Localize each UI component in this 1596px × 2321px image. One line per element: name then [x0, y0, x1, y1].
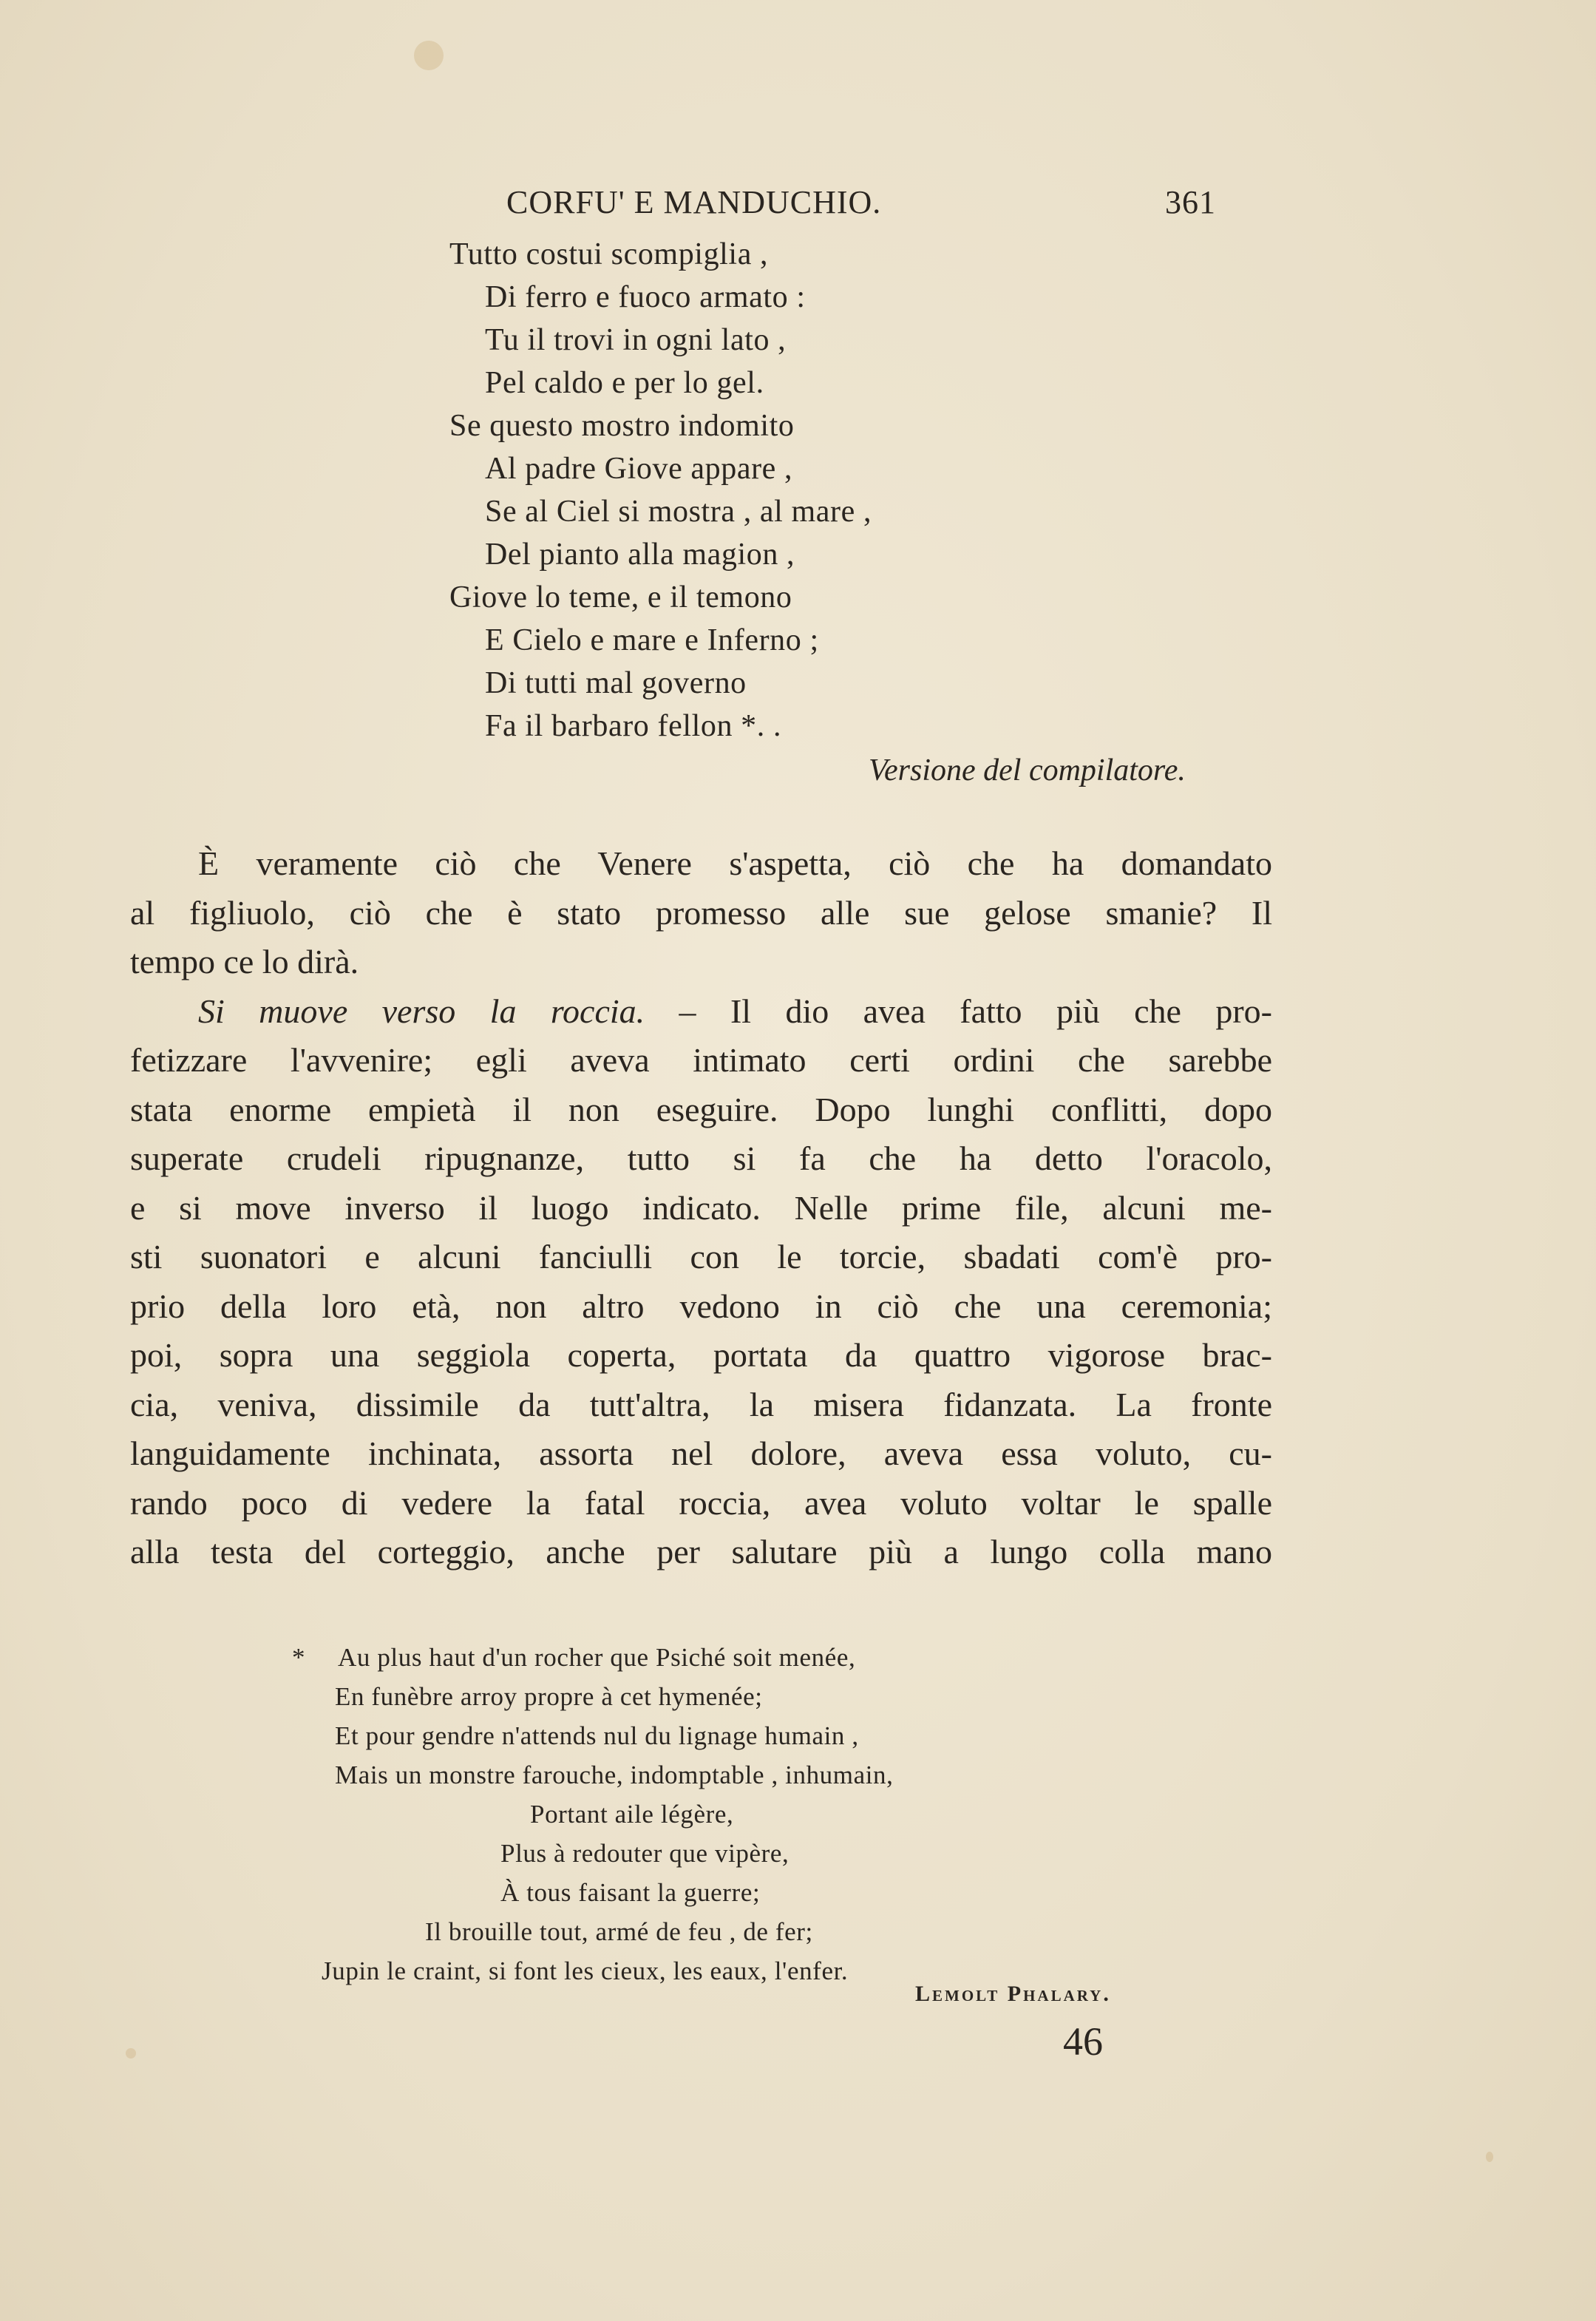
verse-line: Tu il trovi in ogni lato , [485, 323, 787, 357]
verse-line: Se questo mostro indomito [449, 409, 795, 443]
footnote-line: Plus à redouter que vipère, [500, 1839, 789, 1868]
lemma-continuation: – Il dio avea fatto più che pro- [645, 992, 1272, 1030]
prose-line: languidamente inchinata, assorta nel dolore, aveva essa voluto, cu- [130, 1434, 1272, 1472]
prose-line: prio della loro età, non altro vedono in ciò che una ceremonia; [130, 1287, 1272, 1325]
footnote-line: À tous faisant la guerre; [500, 1878, 761, 1907]
prose-line: al figliuolo, ciò che è stato promesso alle sue gelose smanie? Il [130, 893, 1272, 932]
paper-stain [126, 2048, 136, 2059]
paper-stain [1486, 2152, 1493, 2162]
verse-line: Al padre Giove appare , [485, 452, 793, 486]
verse-line: Tutto costui scompiglia , [449, 237, 769, 271]
footnote-line: Il brouille tout, armé de feu , de fer; [425, 1917, 813, 1946]
footnote-attribution: Lemolt Phalary. [915, 1982, 1111, 2006]
prose-line: fetizzare l'avvenire; egli aveva intimato certi ordini che sarebbe [130, 1041, 1272, 1079]
footnote-line [292, 1638, 894, 1677]
verse-line: Giove lo teme, e il temono [449, 580, 792, 614]
prose-line: È veramente ciò che Venere s'aspetta, ciò che ha domandato [198, 844, 1272, 882]
prose-line: e si move inverso il luogo indicato. Nelle prime file, alcuni me- [130, 1188, 1272, 1227]
prose-line: tempo ce lo dirà. [130, 943, 359, 980]
verse-block [449, 233, 872, 748]
footnote-text: Au plus haut d'un rocher que Psiché soit menée, [338, 1643, 856, 1672]
footnote-block [292, 1638, 894, 1990]
prose-line: sti suonatori e alcuni fanciulli con le torcie, sbadati com'è pro- [130, 1238, 1272, 1275]
verse-line: Se al Ciel si mostra , al mare , [485, 495, 872, 529]
page-number: 361 [1165, 184, 1216, 220]
prose-line: superate crudeli ripugnanze, tutto si fa che ha detto l'oracolo, [130, 1139, 1272, 1177]
prose-line: stata enorme empietà il non eseguire. Dopo lunghi conflitti, dopo [130, 1090, 1272, 1128]
verse-attribution: Versione del compilatore. [869, 753, 1186, 787]
prose-line: rando poco di vedere la fatal roccia, avea voluto voltar le spalle [130, 1483, 1272, 1522]
verse-line: E Cielo e mare e Inferno ; [485, 623, 819, 657]
signature-mark: 46 [1063, 2019, 1103, 2064]
footnote-marker: * [292, 1643, 306, 1672]
footnote-line: Mais un monstre farouche, indomptable , inhumain, [335, 1761, 894, 1789]
footnote-line: En funèbre arroy propre à cet hymenée; [335, 1682, 763, 1711]
running-title: CORFU' E MANDUCHIO. [506, 184, 882, 220]
verse-line: Del pianto alla magion , [485, 538, 795, 572]
running-head [506, 183, 1216, 228]
prose-line: alla testa del corteggio, anche per salutare più a lungo colla mano [130, 1533, 1272, 1571]
verse-line: Fa il barbaro fellon *. . [485, 709, 782, 743]
footnote-line: Jupin le craint, si font les cieux, les eaux, l'enfer. [322, 1956, 849, 1985]
prose-line: cia, veniva, dissimile da tutt'altra, la misera fidanzata. La fronte [130, 1385, 1272, 1423]
footnote-line: Portant aile légère, [530, 1800, 734, 1829]
footnote-line: Et pour gendre n'attends nul du lignage humain , [335, 1721, 859, 1750]
verse-line: Di tutti mal governo [485, 666, 747, 700]
lemma: Si muove verso la roccia. [198, 992, 645, 1030]
prose-body [130, 839, 1272, 1577]
verse-line: Pel caldo e per lo gel. [485, 366, 764, 400]
prose-line-lemma [130, 987, 1272, 1037]
prose-line: poi, sopra una seggiola coperta, portata da quattro vigorose brac- [130, 1336, 1272, 1374]
paper-stain [414, 41, 444, 70]
verse-line: Di ferro e fuoco armato : [485, 280, 806, 314]
